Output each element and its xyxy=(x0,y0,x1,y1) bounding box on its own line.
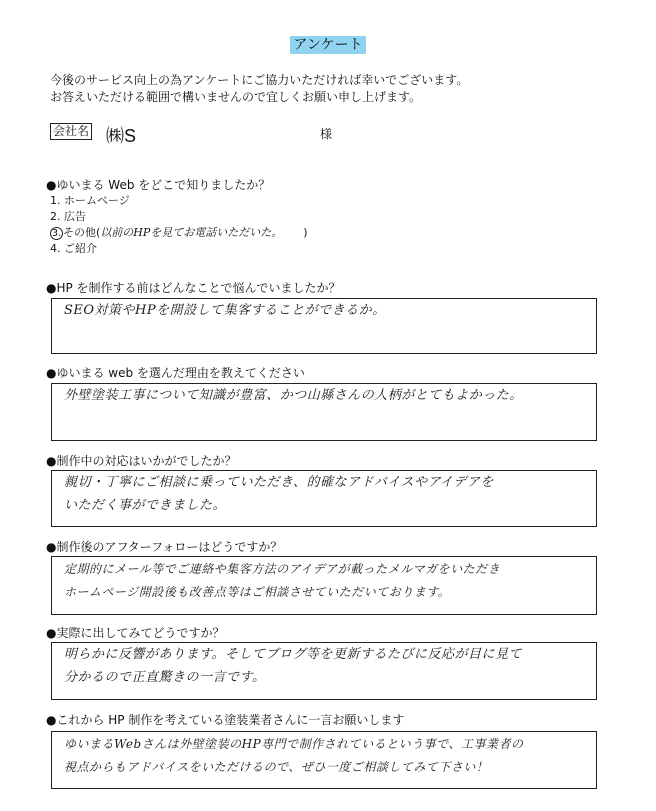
answer-4-line-1: 親切・丁寧にご相談に乗っていただき、的確なアドバイスやアイデアを xyxy=(64,475,494,490)
question-7: ●これから HP 制作を考えている塗装業者さんに一言お願いします xyxy=(46,713,405,727)
answer-2-line-1: SEO対策やHPを開設して集客することができるか。 xyxy=(64,303,386,318)
answer-4-line-2: いただく事ができました。 xyxy=(64,498,227,513)
intro-line-2: お答えいただける範囲で構いませんので宜しくお願い申し上げます。 xyxy=(50,90,422,104)
answer-5-line-1: 定期的にメール等でご連絡や集客方法のアイデアが載ったメルマガをいただき xyxy=(64,562,501,576)
answer-7-line-1: ゆいまるWebさんは外壁塗装のHP専門で制作されているという事で、工事業者の xyxy=(64,737,524,751)
question-1-options xyxy=(50,193,308,257)
company-name: ㈱S xyxy=(106,126,137,146)
answer-box-2 xyxy=(51,298,597,354)
honorific-sama: 様 xyxy=(320,127,333,141)
question-2: ●HP を制作する前はどんなことで悩んでいましたか？ xyxy=(46,281,341,295)
answer-5-line-2: ホームページ開設後も改善点等はご相談させていただいております。 xyxy=(64,585,451,599)
answer-box-5 xyxy=(51,556,597,615)
intro-text xyxy=(50,72,468,106)
option-3-number: 3. xyxy=(51,228,62,239)
option-1: 1. ホームページ xyxy=(50,194,130,207)
option-2: 2. 広告 xyxy=(50,210,86,223)
answer-box-4 xyxy=(51,470,597,527)
option-4: 4. ご紹介 xyxy=(50,242,97,255)
question-5: ●制作後のアフターフォローはどうですか？ xyxy=(46,540,283,554)
intro-line-1: 今後のサービス向上の為アンケートにご協力いただければ幸いでございます。 xyxy=(50,73,469,87)
answer-box-7 xyxy=(51,731,597,789)
answer-box-3 xyxy=(51,383,597,441)
option-3-close: ) xyxy=(303,226,308,239)
company-label: 会社名 xyxy=(50,123,92,140)
selected-circle xyxy=(50,227,63,240)
question-6: ●実際に出してみてどうですか？ xyxy=(46,626,225,640)
option-3-handwritten: 以前のHPを見てお電話いただいた。 xyxy=(100,226,283,239)
answer-7-line-2: 視点からもアドバイスをいただけるので、ぜひ一度ご相談してみて下さい！ xyxy=(64,760,489,774)
answer-3-line-1: 外壁塗装工事について知識が豊富、かつ山縣さんの人柄がとてもよかった。 xyxy=(64,388,523,403)
question-1: ●ゆいまる Web をどこで知りましたか？ xyxy=(46,178,271,192)
survey-title: アンケート xyxy=(0,34,656,54)
answer-box-6 xyxy=(51,642,597,700)
question-4: ●制作中の対応はいかがでしたか？ xyxy=(46,454,237,468)
answer-6-line-2: 分かるので正直驚きの一言です。 xyxy=(64,670,266,685)
option-3 xyxy=(50,225,308,241)
answer-6-line-1: 明らかに反響があります。そしてブログ等を更新するたびに反応が目に見て xyxy=(64,647,522,662)
option-3-label: その他( xyxy=(63,226,101,239)
question-3: ●ゆいまる web を選んだ理由を教えてください xyxy=(46,366,305,380)
